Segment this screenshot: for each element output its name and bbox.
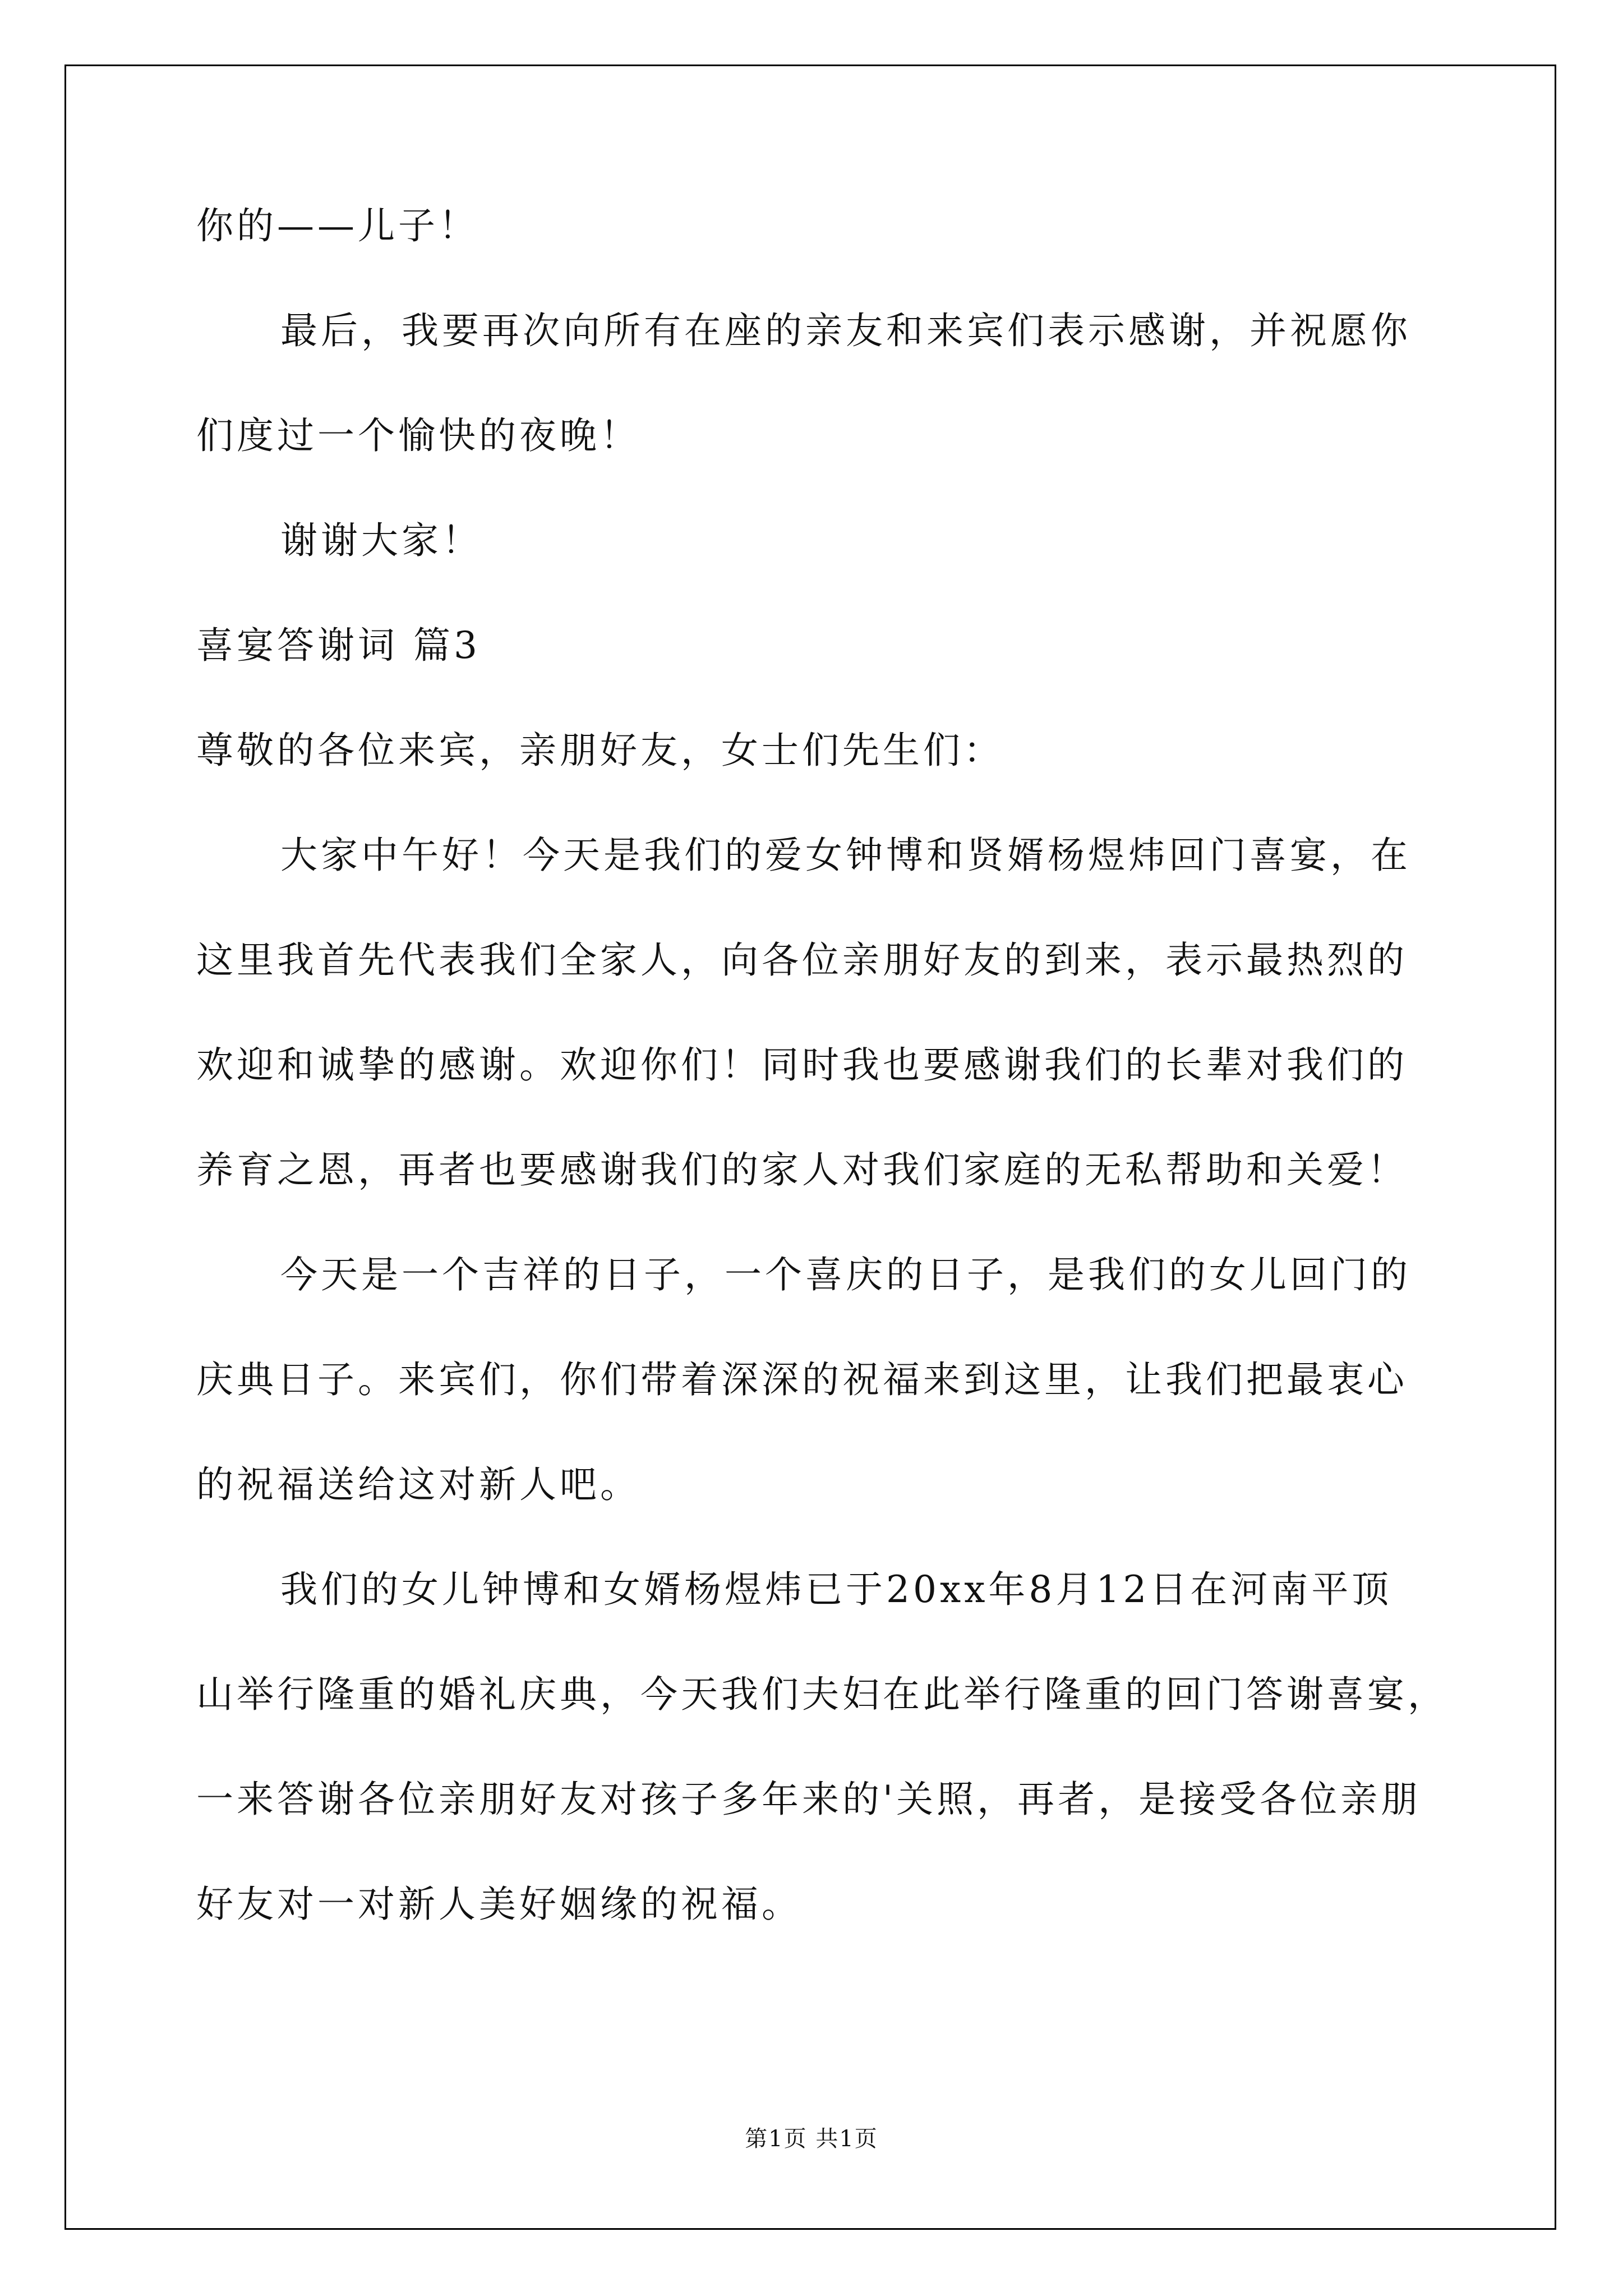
paragraph-line: 谢谢大家！ (280, 519, 482, 562)
paragraph-line: 欢迎和诚挚的感谢。欢迎你们！同时我也要感谢我们的长辈对我们的 (196, 1043, 1408, 1087)
page-number-footer: 第1页 共1页 (745, 2126, 878, 2152)
section-heading: 喜宴答谢词 篇3 (196, 624, 481, 667)
paragraph-line: 山举行隆重的婚礼庆典，今天我们夫妇在此举行隆重的回门答谢喜宴， (196, 1673, 1448, 1716)
paragraph-line: 的祝福送给这对新人吧。 (196, 1463, 640, 1506)
paragraph-line: 好友对一对新人美好姻缘的祝福。 (196, 1883, 802, 1926)
salutation-line: 尊敬的各位来宾，亲朋好友，女士们先生们： (196, 729, 1004, 772)
paragraph-line: 养育之恩，再者也要感谢我们的家人对我们家庭的无私帮助和关爱！ (196, 1148, 1408, 1191)
paragraph-line: 今天是一个吉祥的日子，一个喜庆的日子，是我们的女儿回门的 (280, 1253, 1411, 1296)
closing-signature-line: 你的——儿子！ (196, 204, 479, 247)
paragraph-line: 们度过一个愉快的夜晚！ (196, 414, 640, 457)
paragraph-line: 庆典日子。来宾们，你们带着深深的祝福来到这里，让我们把最衷心 (196, 1358, 1408, 1401)
paragraph-line: 我们的女儿钟博和女婿杨煜炜已于20xx年8月12日在河南平顶 (280, 1568, 1393, 1611)
paragraph-line: 一来答谢各位亲朋好友对孩子多年来的'关照，再者，是接受各位亲朋 (196, 1778, 1422, 1821)
paragraph-line: 这里我首先代表我们全家人，向各位亲朋好友的到来，表示最热烈的 (196, 938, 1408, 982)
paragraph-line: 大家中午好！今天是我们的爱女钟博和贤婿杨煜炜回门喜宴，在 (280, 834, 1411, 877)
paragraph-line: 最后，我要再次向所有在座的亲友和来宾们表示感谢，并祝愿你 (280, 309, 1411, 352)
